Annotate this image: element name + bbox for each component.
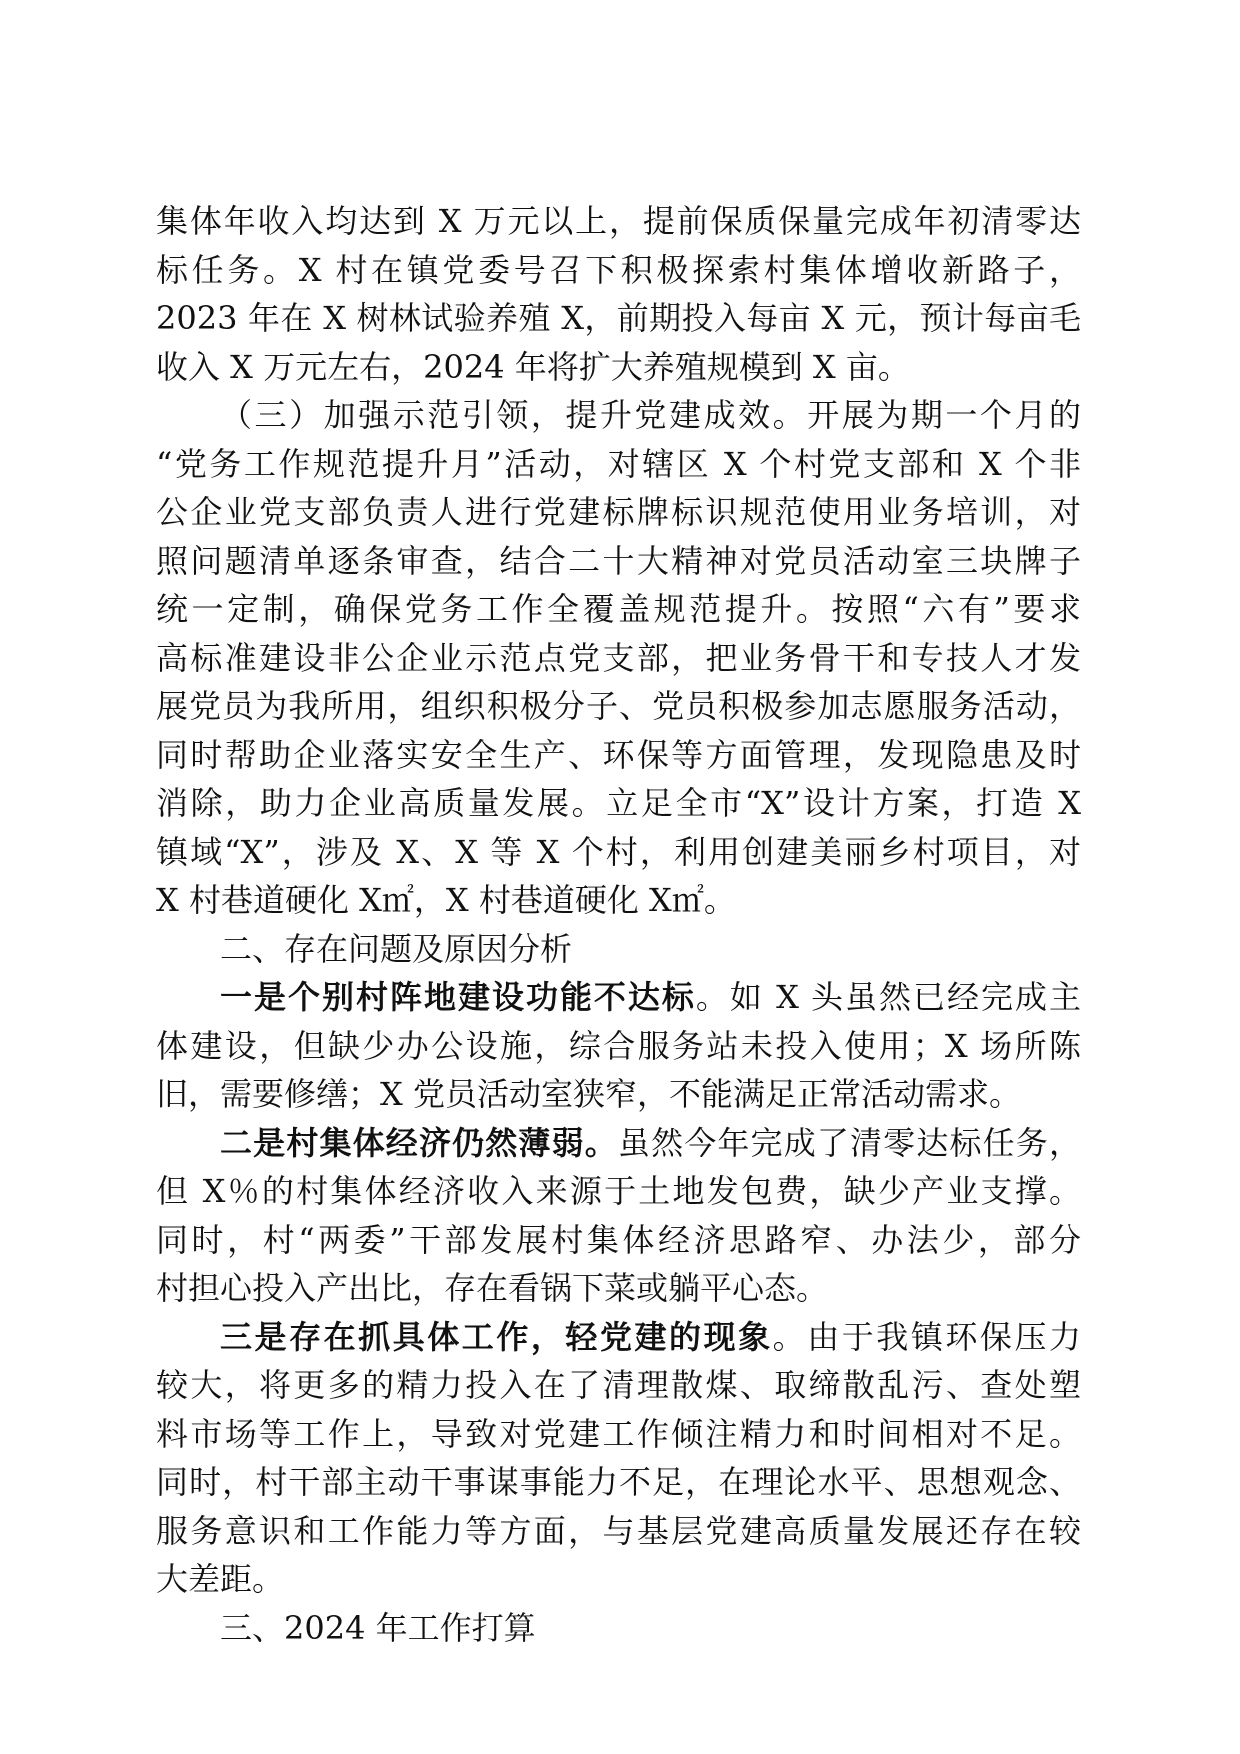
section-heading: 三、2024 年工作打算 <box>220 1608 536 1647</box>
section-heading: 二、存在问题及原因分析 <box>220 929 573 968</box>
body-line: 统一定制，确保党务工作全覆盖规范提升。按照“六有”要求 <box>156 590 1081 628</box>
body-line: 体建设，但缺少办公设施，综合服务站未投入使用；X 场所陈 <box>156 1026 1081 1065</box>
body-line <box>156 1313 1081 1362</box>
body-line: 高标准建设非公企业示范点党支部，把业务骨干和专技人才发 <box>156 638 1081 677</box>
body-line: “党务工作规范提升月”活动，对辖区 X 个村党支部和 X 个非 <box>156 444 1081 483</box>
body-line: 集体年收入均达到 X 万元以上，提前保质保量完成年初清零达 <box>156 202 1081 240</box>
body-line-text: 。如 X 头虽然已经完成主 <box>695 978 1081 1016</box>
body-line: 同时，村干部主动干事谋事能力不足，在理论水平、思想观念、 <box>156 1463 1081 1501</box>
paragraph-lead: 三是存在抓具体工作，轻党建的现象 <box>220 1317 773 1356</box>
body-line-text: 虽然今年完成了清零达标任务， <box>617 1123 1081 1162</box>
paragraph-lead: 二是村集体经济仍然薄弱。 <box>220 1123 618 1162</box>
body-line-text: 。由于我镇环保压力 <box>772 1317 1081 1356</box>
body-line: X 村巷道硬化 X㎡，X 村巷道硬化 X㎡。 <box>156 881 736 919</box>
body-line: 同时，村“两委”干部发展村集体经济思路窄、办法少，部分 <box>156 1220 1081 1259</box>
body-line: 展党员为我所用，组织积极分子、党员积极参加志愿服务活动， <box>156 687 1081 725</box>
body-line: 但 X％的村集体经济收入来源于土地发包费，缺少产业支撑。 <box>156 1172 1081 1210</box>
body-line: 服务意识和工作能力等方面，与基层党建高质量发展还存在较 <box>156 1511 1081 1550</box>
body-line: 料市场等工作上，导致对党建工作倾注精力和时间相对不足。 <box>156 1414 1081 1453</box>
body-line: 大差距。 <box>156 1560 285 1598</box>
body-line <box>156 973 1081 1022</box>
body-line: 消除，助力企业高质量发展。立足全市“X”设计方案，打造 X <box>156 784 1081 822</box>
body-line: 照问题清单逐条审查，结合二十大精神对党员活动室三块牌子 <box>156 541 1081 580</box>
body-line: （三）加强示范引领，提升党建成效。开展为期一个月的 <box>220 396 1081 434</box>
body-line: 标任务。X 村在镇党委号召下积极探索村集体增收新路子， <box>156 250 1081 289</box>
body-line: 镇域“X”，涉及 X、X 等 X 个村，利用创建美丽乡村项目，对 <box>156 832 1081 871</box>
body-line: 较大，将更多的精力投入在了清理散煤、取缔散乱污、查处塑 <box>156 1366 1081 1404</box>
body-line: 公企业党支部负责人进行党建标牌标识规范使用业务培训，对 <box>156 493 1081 531</box>
body-line: 村担心投入产出比，存在看锅下菜或躺平心态。 <box>156 1269 829 1307</box>
body-line: 同时帮助企业落实安全生产、环保等方面管理，发现隐患及时 <box>156 735 1081 774</box>
body-line <box>156 1119 1081 1168</box>
paragraph-lead: 一是个别村阵地建设功能不达标 <box>220 978 696 1016</box>
body-line: 2023 年在 X 树林试验养殖 X，前期投入每亩 X 元，预计每亩毛 <box>156 299 1081 337</box>
body-line: 旧，需要修缮；X 党员活动室狭窄，不能满足正常活动需求。 <box>156 1075 1021 1113</box>
body-line: 收入 X 万元左右，2024 年将扩大养殖规模到 X 亩。 <box>156 347 910 386</box>
document-body <box>156 197 1081 1652</box>
